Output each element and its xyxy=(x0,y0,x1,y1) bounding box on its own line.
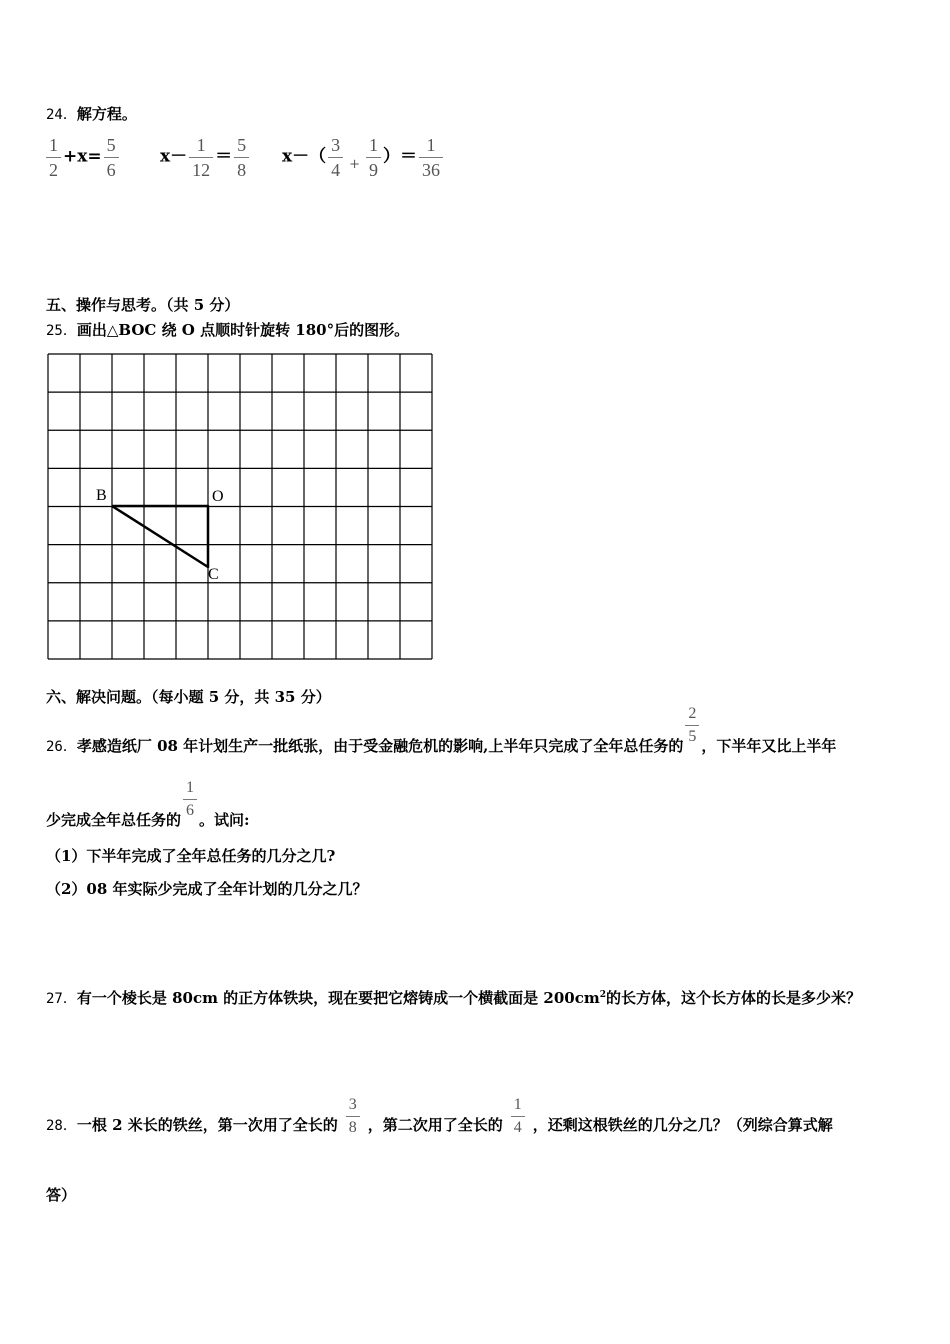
fraction: $\frac{1}{6}$ xyxy=(183,780,197,819)
q28-line-2: 答） xyxy=(46,1186,77,1204)
q24-title: 解方程。 xyxy=(76,105,137,123)
q26-sub-2: （2）08 年实际少完成了全年计划的几分之几？ xyxy=(46,880,368,898)
fraction: $\frac{1}{4}$ xyxy=(511,1097,525,1136)
triangle-boc xyxy=(112,506,208,567)
q24-equation-1: $\frac{1}{2}$ +x= $\frac{5}{6}$ xyxy=(44,136,121,179)
q27-text: 27．有一个棱长是 80cm 的正方体铁块，现在要把它熔铸成一个横截面是 $200cm^2$的长方体，这个长方体的长是多少米？ xyxy=(46,989,862,1007)
fraction: $\frac{3}{8}$ xyxy=(346,1097,360,1136)
fraction: $\frac{1}{36}$ xyxy=(419,136,443,179)
q26-number: 26． xyxy=(46,739,77,755)
q24-number: 24． xyxy=(46,107,77,123)
fraction: $\frac{2}{5}$ xyxy=(685,706,699,745)
rotation-grid xyxy=(40,346,440,666)
label-c: C xyxy=(208,566,219,583)
q28-line-1: 28．一根 2 米长的铁丝，第一次用了全长的 $\frac{3}{8}$ ，第二次用了全长的 $\frac{1}{4}$ ，还剩这根铁丝的几分之几？（列综合算式解 xyxy=(46,1096,833,1136)
q26-sub-1: （1）下半年完成了全年总任务的几分之几? xyxy=(46,847,336,865)
label-b: B xyxy=(96,487,107,504)
q24-equation-3: x－（ $\frac{3}{4}$ + $\frac{1}{9}$ ）＝ $\frac{1}{36}$ xyxy=(282,136,445,179)
section-6-heading: 六、解决问题。（每小题 5 分，共 35 分） xyxy=(46,688,331,706)
label-o: O xyxy=(212,488,224,505)
q26-line-1: 26．孝感造纸厂 08 年计划生产一批纸张，由于受金融危机的影响,上半年只完成了全年总任务的 $\frac{2}{5}$ ，下半年又比上半年 xyxy=(46,705,837,755)
q24-equation-2: x－ $\frac{1}{12}$ ＝ $\frac{5}{8}$ xyxy=(160,136,251,179)
fraction: $\frac{1}{2}$ xyxy=(46,136,61,179)
q26-line-2: 少完成全年总任务的 $\frac{1}{6}$ 。试问: xyxy=(46,779,250,829)
fraction: $\frac{5}{6}$ xyxy=(104,136,119,179)
fraction: $\frac{3}{4}$ xyxy=(328,136,343,179)
q25-number: 25． xyxy=(46,323,77,339)
q27-number: 27． xyxy=(46,991,77,1007)
q24-heading xyxy=(46,103,137,124)
q28-number: 28． xyxy=(46,1118,77,1134)
fraction: $\frac{1}{12}$ xyxy=(189,136,213,179)
q25-text: 25．画出△BOC 绕 O 点顺时针旋转 180°后的图形。 xyxy=(46,321,410,339)
fraction: $\frac{1}{9}$ xyxy=(366,136,381,179)
triangle-edges xyxy=(112,506,208,567)
fraction: $\frac{5}{8}$ xyxy=(234,136,249,179)
section-5-heading: 五、操作与思考。（共 5 分） xyxy=(46,296,240,314)
